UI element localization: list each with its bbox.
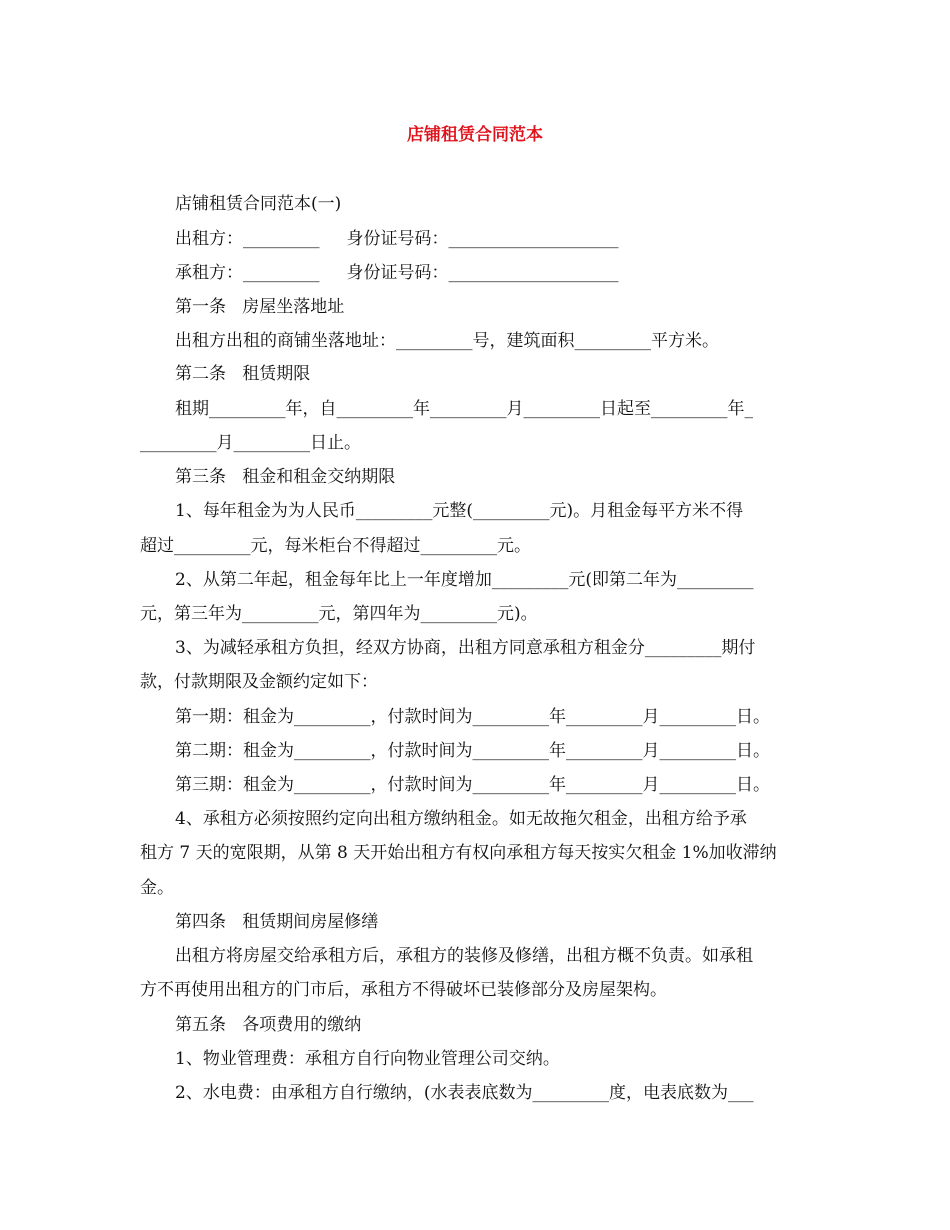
lessor-line: 出租方：_________ 身份证号码：____________________ bbox=[175, 229, 619, 249]
installment-line: 第一期：租金为_________，付款时间为_________年_________月_________日。 bbox=[175, 707, 770, 727]
clause-text-line: 1、物业管理费：承租方自行向物业管理公司交纳。 bbox=[175, 1049, 560, 1069]
article-1-heading: 第一条 房屋坐落地址 bbox=[175, 297, 345, 317]
article-2-heading: 第二条 租赁期限 bbox=[175, 364, 311, 384]
clause-text-line: 1、每年租金为为人民币_________元整(_________元)。月租金每平方米不得 bbox=[175, 501, 744, 521]
clause-text-line: 金。 bbox=[140, 878, 174, 898]
article-1-text: 出租方出租的商铺坐落地址：_________号，建筑面积_________平方米。 bbox=[175, 331, 719, 351]
clause-text-line: 出租方将房屋交给承租方后，承租方的装修及修缮，出租方概不负责。如承租 bbox=[175, 946, 753, 966]
clause-text-line: 4、承租方必须按照约定向出租方缴纳租金。如无故拖欠租金，出租方给予承 bbox=[175, 809, 747, 829]
installment-line: 第二期：租金为_________，付款时间为_________年_________月_________日。 bbox=[175, 741, 770, 761]
clause-text-line: 超过_________元，每米柜台不得超过_________元。 bbox=[140, 536, 531, 556]
clause-text-line: 2、水电费：由承租方自行缴纳，(水表表底数为_________度，电表底数为___ bbox=[175, 1083, 754, 1103]
article-3-heading: 第三条 租金和租金交纳期限 bbox=[175, 467, 396, 487]
article-5-heading: 第五条 各项费用的缴纳 bbox=[175, 1015, 362, 1035]
clause-text-line: 租方 7 天的宽限期，从第 8 天开始出租方有权向承租方每天按实欠租金 1%加收滞纳 bbox=[140, 843, 777, 863]
clause-text-line: 3、为减轻承租方负担，经双方协商，出租方同意承租方租金分_________期付 bbox=[175, 638, 756, 658]
article-4-heading: 第四条 租赁期间房屋修缮 bbox=[175, 912, 379, 932]
contract-subtitle: 店铺租赁合同范本(一) bbox=[175, 194, 342, 214]
installment-line: 第三期：租金为_________，付款时间为_________年_________月_________日。 bbox=[175, 775, 770, 795]
clause-text-line: 2、从第二年起，租金每年比上一年度增加_________元(即第二年为_________ bbox=[175, 570, 754, 590]
clause-text-line: 款，付款期限及金额约定如下： bbox=[140, 672, 378, 692]
document-title: 店铺租赁合同范本 bbox=[407, 125, 543, 145]
article-2-text-line: 租期_________年，自_________年_________月_________日起至_________年_ bbox=[175, 399, 753, 419]
article-2-text-line: _________月_________日止。 bbox=[140, 433, 361, 453]
clause-text-line: 方不再使用出租方的门市后，承租方不得破坏已装修部分及房屋架构。 bbox=[140, 980, 667, 1000]
clause-text-line: 元，第三年为_________元，第四年为_________元)。 bbox=[140, 604, 538, 624]
lessee-line: 承租方：_________ 身份证号码：____________________ bbox=[175, 263, 619, 283]
